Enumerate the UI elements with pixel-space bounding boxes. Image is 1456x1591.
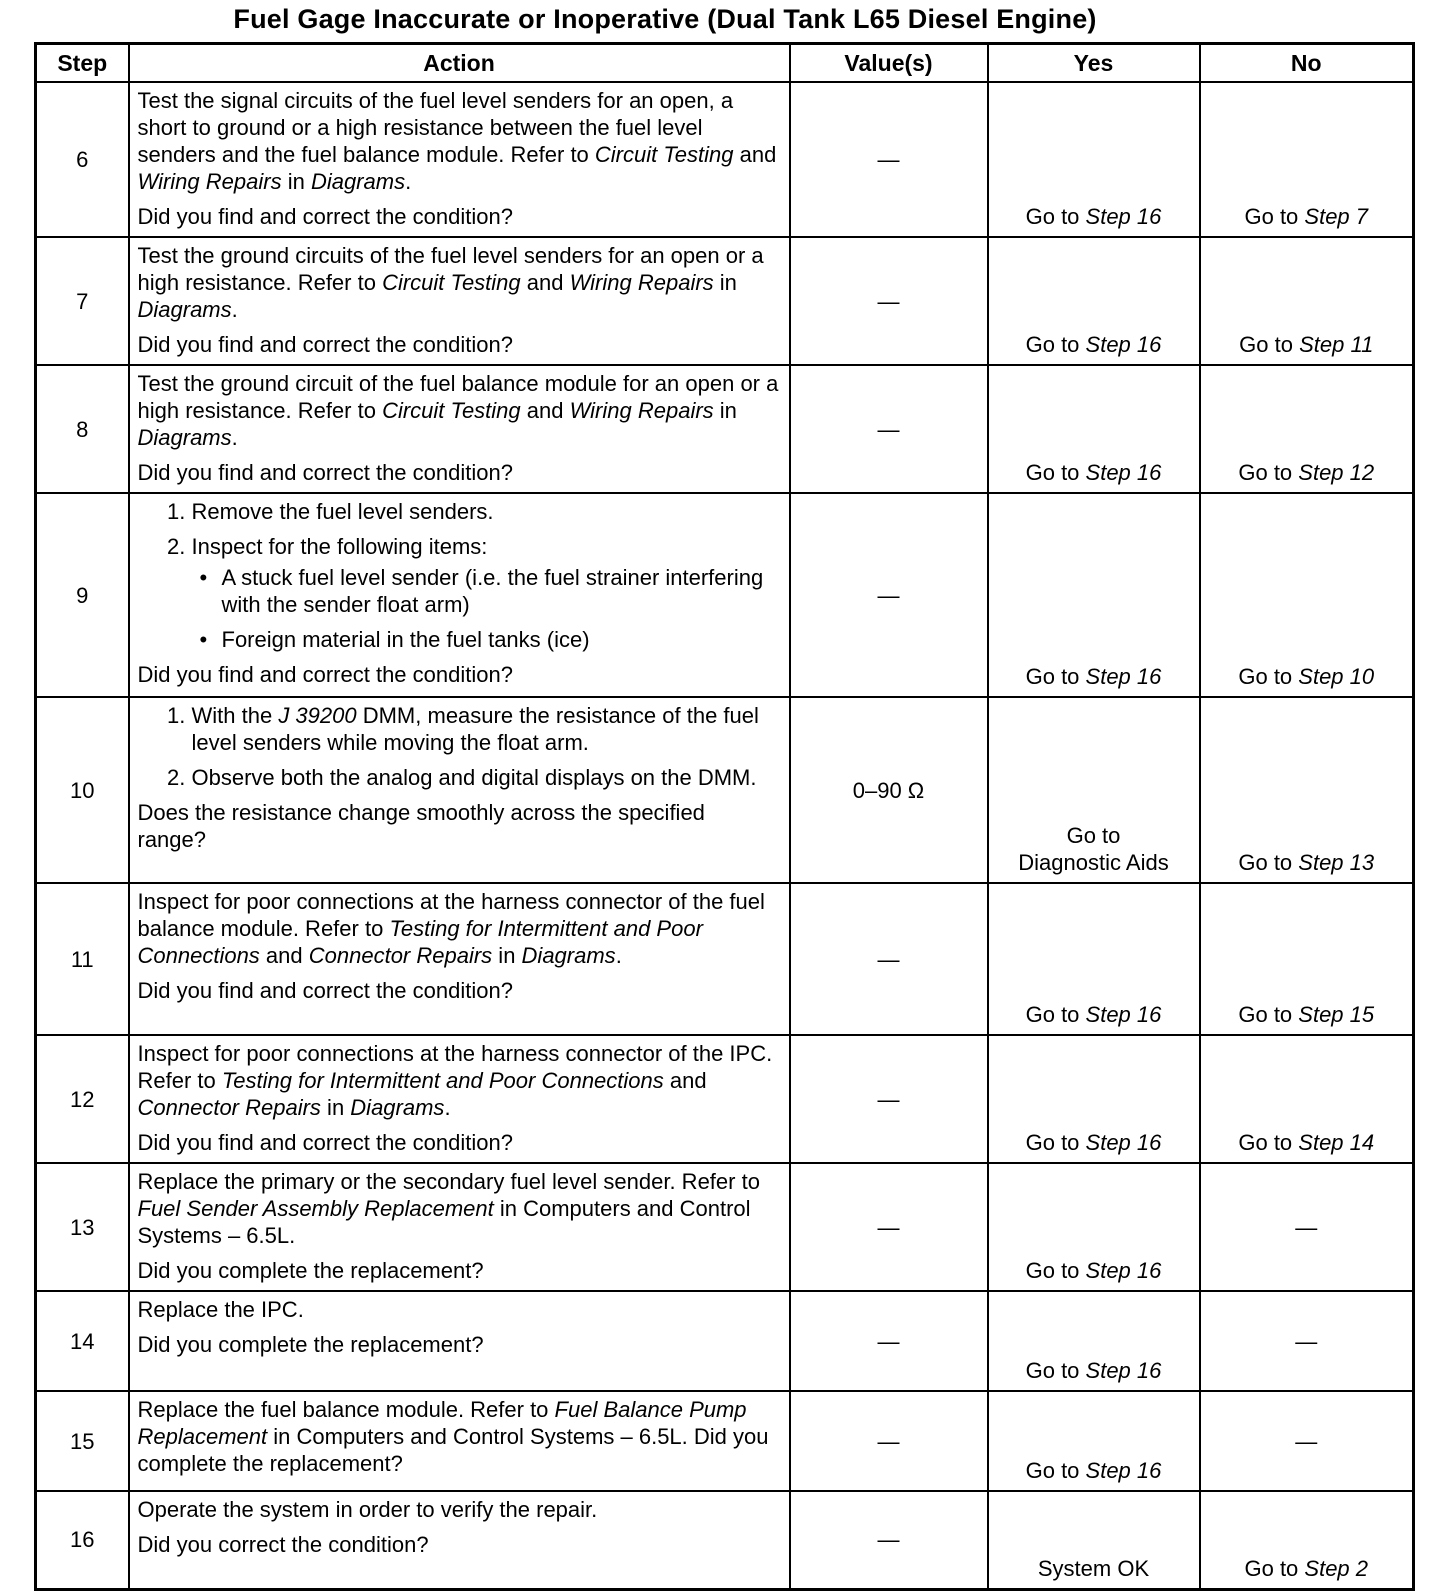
reference-text: Step 16 xyxy=(1085,1358,1162,1383)
text-run: . xyxy=(231,297,238,322)
yes-cell xyxy=(988,697,1200,883)
step-number: 9 xyxy=(36,493,129,697)
value-cell: — xyxy=(790,1391,988,1491)
text-run: Go to xyxy=(1238,850,1299,875)
text-run: Go to xyxy=(1238,1130,1299,1155)
text-run: Go to xyxy=(1239,332,1300,357)
text-run: Test the signal circuits of the fuel level senders for an open, a short to ground or a high resistance between the fuel level senders and the fuel balance module. Refer to xyxy=(137,88,734,167)
table-row xyxy=(36,493,1414,697)
no-cell xyxy=(1200,493,1414,697)
action-step-item xyxy=(192,702,779,756)
header-yes: Yes xyxy=(988,44,1200,83)
text-run: . xyxy=(615,943,622,968)
table-row xyxy=(36,1291,1414,1391)
action-text xyxy=(138,1040,779,1121)
step-number: 14 xyxy=(36,1291,129,1391)
table-row xyxy=(36,237,1414,365)
text-run: DMM, measure the resistance of the fuel level senders while moving the float arm. xyxy=(191,703,759,755)
action-question: Did you find and correct the condition? xyxy=(137,204,513,229)
reference-text: Connector Repairs xyxy=(308,943,493,968)
yes-cell xyxy=(988,1163,1200,1291)
action-cell xyxy=(129,883,790,1035)
reference-text: Step 16 xyxy=(1085,460,1162,485)
text-run: Go to xyxy=(1238,460,1299,485)
action-cell xyxy=(129,82,790,237)
text-run: Go to xyxy=(1025,204,1086,229)
text-run: Go to xyxy=(1025,1358,1086,1383)
text-run: and xyxy=(663,1068,707,1093)
action-text xyxy=(138,1168,779,1249)
reference-text: Fuel Sender Assembly Replacement xyxy=(137,1196,494,1221)
step-number: 12 xyxy=(36,1035,129,1163)
action-question: Did you complete the replacement? xyxy=(137,1258,484,1283)
document-title: Fuel Gage Inaccurate or Inoperative (Dual Tank L65 Diesel Engine) xyxy=(233,4,1097,34)
text-run: Go to xyxy=(1025,332,1086,357)
step-number: 6 xyxy=(36,82,129,237)
value-cell: 0–90 Ω xyxy=(790,697,988,883)
step-number: 11 xyxy=(36,883,129,1035)
action-cell xyxy=(129,1391,790,1491)
action-cell xyxy=(129,365,790,493)
action-steps-list xyxy=(138,702,779,791)
table-row xyxy=(36,1391,1414,1491)
text-run: . xyxy=(231,425,238,450)
header-action: Action xyxy=(129,44,790,83)
no-cell xyxy=(1200,883,1414,1035)
no-cell xyxy=(1200,1491,1414,1589)
action-step-item: 1. Remove the fuel level senders. xyxy=(192,498,779,525)
header-row xyxy=(36,44,1414,83)
reference-text: Testing for Intermittent and Poor Connections xyxy=(137,916,703,968)
table-row xyxy=(36,1491,1414,1589)
text-run: Go to xyxy=(1244,204,1305,229)
text-run: Go to xyxy=(1238,664,1299,689)
reference-text: Step 15 xyxy=(1298,1002,1375,1027)
reference-text: Wiring Repairs xyxy=(569,398,714,423)
reference-text: Diagrams xyxy=(521,943,616,968)
yes-cell xyxy=(988,1391,1200,1491)
step-number: 8 xyxy=(36,365,129,493)
yes-cell xyxy=(988,237,1200,365)
bullet-item: • A stuck fuel level sender (i.e. the fuel strainer interfering with the sender float arm) xyxy=(222,564,779,618)
text-run: — xyxy=(1295,1214,1318,1240)
step-number: 13 xyxy=(36,1163,129,1291)
action-question: Did you find and correct the condition? xyxy=(137,460,513,485)
action-text xyxy=(138,1496,779,1523)
reference-text: Step 7 xyxy=(1304,204,1369,229)
text-run: Go to xyxy=(1025,1458,1086,1483)
reference-text: Diagrams xyxy=(310,169,406,194)
no-cell xyxy=(1200,697,1414,883)
reference-text: Step 10 xyxy=(1298,664,1375,689)
reference-text: Diagrams xyxy=(137,425,232,450)
table-body xyxy=(36,82,1414,1589)
reference-text: Circuit Testing xyxy=(382,398,521,423)
reference-text: Step 12 xyxy=(1298,460,1375,485)
action-question: Did you find and correct the condition? xyxy=(137,1130,513,1155)
reference-text: Wiring Repairs xyxy=(569,270,714,295)
action-cell xyxy=(129,1163,790,1291)
reference-text: Circuit Testing xyxy=(382,270,521,295)
text-run: in xyxy=(713,398,737,423)
text-run: Replace the IPC. xyxy=(137,1297,304,1322)
action-question: Did you complete the replacement? xyxy=(137,1332,484,1357)
text-run: in xyxy=(281,169,311,194)
reference-text: Step 16 xyxy=(1085,332,1162,357)
reference-text: Step 16 xyxy=(1085,1258,1162,1283)
text-run: Go to xyxy=(1066,823,1121,848)
reference-text: J 39200 xyxy=(278,703,357,728)
reference-text: Step 16 xyxy=(1085,664,1162,689)
no-cell xyxy=(1200,1163,1414,1291)
action-step-item: 2. Inspect for the following items: • A stuck fuel level sender (i.e. the fuel strainer interfering with the sender float arm) • Foreign material in the fuel tanks (ice) xyxy=(192,533,779,653)
text-run: in Computers and Control Systems – 6.5L. xyxy=(137,1196,751,1248)
action-steps-list xyxy=(138,498,779,653)
no-cell xyxy=(1200,1391,1414,1491)
text-run: Operate the system in order to verify the repair. xyxy=(137,1497,598,1522)
table-row xyxy=(36,82,1414,237)
table-row xyxy=(36,1035,1414,1163)
reference-text: Wiring Repairs xyxy=(137,169,282,194)
step-number: 7 xyxy=(36,237,129,365)
action-cell xyxy=(129,493,790,697)
text-run: Replace the primary or the secondary fuel level sender. Refer to xyxy=(137,1169,760,1194)
table-row xyxy=(36,365,1414,493)
inspection-bullets xyxy=(192,564,779,653)
action-cell xyxy=(129,1491,790,1589)
action-cell xyxy=(129,1291,790,1391)
value-cell: — xyxy=(790,1291,988,1391)
text-run: Inspect for poor connections at the harness connector of the IPC. Refer to xyxy=(137,1041,773,1093)
reference-text: Diagrams xyxy=(137,297,232,322)
action-text xyxy=(138,888,779,969)
reference-text: Step 16 xyxy=(1085,1130,1162,1155)
yes-cell xyxy=(988,883,1200,1035)
action-cell xyxy=(129,237,790,365)
yes-cell xyxy=(988,1035,1200,1163)
yes-cell xyxy=(988,1491,1200,1589)
no-cell xyxy=(1200,1035,1414,1163)
reference-text: Diagrams xyxy=(350,1095,445,1120)
reference-text: Connector Repairs xyxy=(137,1095,321,1120)
text-run: Test the ground circuit of the fuel balance module for an open or a high resistance. Refer to xyxy=(137,371,779,423)
text-run: Go to xyxy=(1025,460,1086,485)
value-cell: — xyxy=(790,493,988,697)
text-run: System OK xyxy=(1037,1555,1150,1581)
text-run: Go to xyxy=(1025,1130,1086,1155)
action-question: Did you find and correct the condition? xyxy=(137,332,513,357)
reference-text: Step 16 xyxy=(1085,204,1162,229)
value-cell: — xyxy=(790,1163,988,1291)
yes-cell xyxy=(988,82,1200,237)
value-cell: — xyxy=(790,82,988,237)
action-question: Did you find and correct the condition? xyxy=(137,978,513,1003)
text-run: in xyxy=(320,1095,351,1120)
text-run: Go to xyxy=(1238,1002,1299,1027)
value-cell: — xyxy=(790,883,988,1035)
text-run: in Computers and Control Systems – 6.5L. Did you complete the replacement? xyxy=(137,1424,769,1476)
step-number: 15 xyxy=(36,1391,129,1491)
action-question: Did you correct the condition? xyxy=(137,1532,429,1557)
value-cell: — xyxy=(790,237,988,365)
action-cell xyxy=(129,697,790,883)
no-cell xyxy=(1200,237,1414,365)
text-run: Go to xyxy=(1025,1258,1086,1283)
text-run: Test the ground circuits of the fuel level senders for an open or a high resistance. Refer to xyxy=(137,243,764,295)
reference-text: Step 16 xyxy=(1085,1002,1162,1027)
action-cell xyxy=(129,1035,790,1163)
text-run: Go to xyxy=(1025,1002,1086,1027)
no-cell xyxy=(1200,1291,1414,1391)
text-run: Inspect for poor connections at the harness connector of the fuel balance module. Refer to xyxy=(137,889,765,941)
text-run: — xyxy=(1295,1328,1318,1354)
header-no: No xyxy=(1200,44,1414,83)
text-run: in xyxy=(713,270,737,295)
table-row xyxy=(36,883,1414,1035)
action-text xyxy=(138,242,779,323)
value-cell: — xyxy=(790,1491,988,1589)
action-question: Does the resistance change smoothly across the specified range? xyxy=(137,800,705,852)
text-run: in xyxy=(492,943,522,968)
text-run: With the xyxy=(191,703,279,728)
header-values: Value(s) xyxy=(790,44,988,83)
diagnostic-table xyxy=(34,42,1415,1591)
action-question: Did you find and correct the condition? xyxy=(137,662,513,687)
reference-text: Step 2 xyxy=(1304,1555,1369,1581)
action-step-item: 2. Observe both the analog and digital displays on the DMM. xyxy=(192,764,779,791)
bullet-item: • Foreign material in the fuel tanks (ice) xyxy=(222,626,779,653)
yes-cell xyxy=(988,493,1200,697)
text-run: and xyxy=(520,270,570,295)
value-cell: — xyxy=(790,365,988,493)
no-cell xyxy=(1200,82,1414,237)
action-text xyxy=(138,370,779,451)
reference-text: Step 11 xyxy=(1299,332,1374,357)
reference-text: Testing for Intermittent and Poor Connections xyxy=(221,1068,664,1093)
table-row xyxy=(36,1163,1414,1291)
reference-text: Fuel Balance Pump Replacement xyxy=(137,1397,747,1449)
text-run: and xyxy=(520,398,570,423)
text-run: — xyxy=(1295,1428,1318,1454)
action-text xyxy=(138,1396,779,1477)
value-cell: — xyxy=(790,1035,988,1163)
yes-cell xyxy=(988,365,1200,493)
text-run: Diagnostic Aids xyxy=(1018,850,1169,875)
text-run: Go to xyxy=(1244,1555,1305,1581)
text-run: and xyxy=(259,943,309,968)
header-step: Step xyxy=(36,44,129,83)
text-run: and xyxy=(733,142,777,167)
text-run: Replace the fuel balance module. Refer to xyxy=(137,1397,555,1422)
reference-text: Circuit Testing xyxy=(594,142,734,167)
text-run: . xyxy=(444,1095,451,1120)
table-row xyxy=(36,697,1414,883)
yes-cell xyxy=(988,1291,1200,1391)
reference-text: Step 13 xyxy=(1298,850,1375,875)
step-number: 10 xyxy=(36,697,129,883)
reference-text: Step 16 xyxy=(1085,1458,1162,1483)
text-run: . xyxy=(405,169,412,194)
step-number: 16 xyxy=(36,1491,129,1589)
no-cell xyxy=(1200,365,1414,493)
action-text xyxy=(138,87,779,195)
reference-text: Step 14 xyxy=(1298,1130,1375,1155)
action-text xyxy=(138,1296,779,1323)
text-run: Go to xyxy=(1025,664,1086,689)
